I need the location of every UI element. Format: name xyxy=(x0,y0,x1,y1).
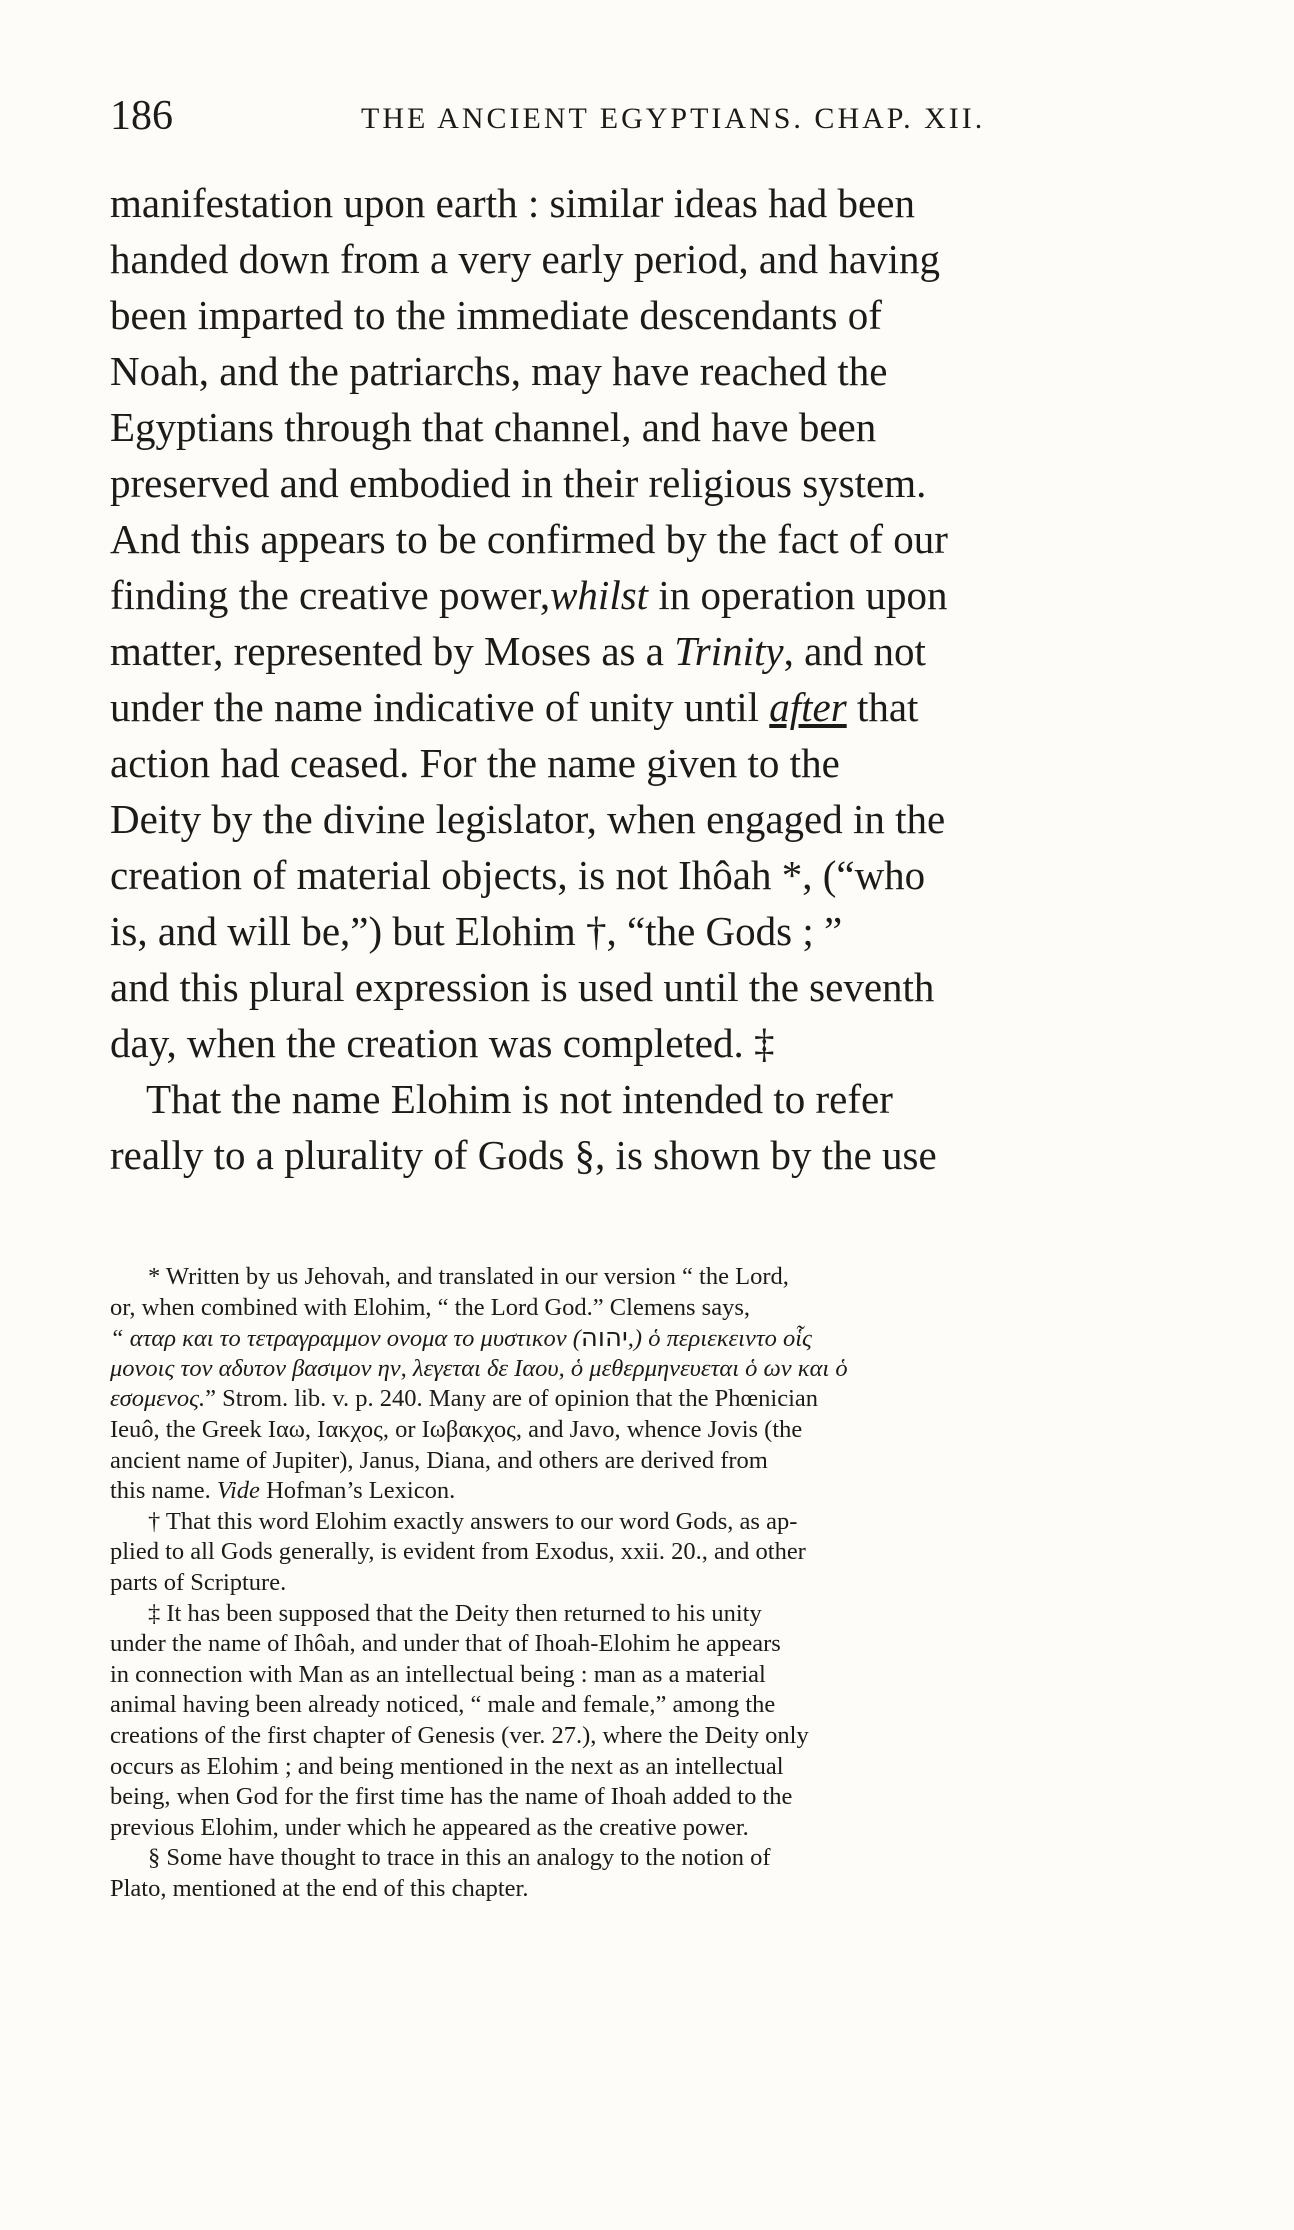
text-segment: Hofman’s Lexicon. xyxy=(259,1477,456,1505)
text-line xyxy=(110,679,1175,735)
text-segment: that xyxy=(846,684,919,730)
footnote-line: plied to all Gods generally, is evident from Exodus, xxii. 20., and other xyxy=(110,1538,806,1566)
text-line xyxy=(110,567,1175,623)
text-segment: this name. xyxy=(110,1477,217,1505)
page-header xyxy=(110,92,1165,152)
text-line: Egyptians through that channel, and have been xyxy=(110,404,877,450)
footnote-line: ancient name of Jupiter), Janus, Diana, and others are derived from xyxy=(110,1446,768,1474)
page-number: 186 xyxy=(110,93,173,139)
italic-word-after: after xyxy=(769,684,847,730)
text-line: preserved and embodied in their religious system. xyxy=(110,460,927,506)
footnote-line: occurs as Elohim ; and being mentioned in the next as an intellectual xyxy=(110,1752,784,1780)
text-line: been imparted to the immediate descendants of xyxy=(110,292,882,338)
greek-text: εσομενος. xyxy=(110,1385,206,1413)
text-segment: , and not xyxy=(783,628,926,674)
text-segment: matter, represented by Moses as a xyxy=(110,628,675,674)
greek-text: “ αταρ και το τετραγραμμον ονομα το μυστικον ( xyxy=(110,1325,581,1353)
footnote-line: * Written by us Jehovah, and translated in our version “ the Lord, xyxy=(148,1263,789,1290)
text-line: day, when the creation was completed. ‡ xyxy=(110,1020,775,1066)
text-line: is, and will be,”) but Elohim †, “the Gods ; ” xyxy=(110,908,843,954)
text-line: really to a plurality of Gods §, is shown by the use xyxy=(110,1132,937,1178)
footnote-line: or, when combined with Elohim, “ the Lord God.” Clemens says, xyxy=(110,1293,750,1321)
footnote-line: animal having been already noticed, “ male and female,” among the xyxy=(110,1691,776,1719)
hebrew-tetragrammaton: יהוה xyxy=(580,1323,628,1354)
footnote-line: Ieuô, the Greek Ιαω, Ιακχος, or Ιωβακχος, and Javo, whence Jovis (the xyxy=(110,1415,803,1443)
text-line: handed down from a very early period, and having xyxy=(110,236,940,282)
footnote-line: § Some have thought to trace in this an analogy to the notion of xyxy=(148,1844,771,1872)
footnote-line: ‡ It has been supposed that the Deity then returned to his unity xyxy=(148,1599,762,1627)
footnote-line: μονοις τον αδυτον βασιμον ην, λεγεται δε Ιαου, ὁ μεθερμηνευεται ὁ ων και ὁ xyxy=(110,1354,848,1382)
footnote-line xyxy=(110,1476,1175,1507)
footnote-line: Plato, mentioned at the end of this chapter. xyxy=(110,1874,529,1902)
text-line: Deity by the divine legislator, when engaged in the xyxy=(110,796,946,842)
running-title: THE ANCIENT EGYPTIANS. CHAP. XII. xyxy=(361,102,986,135)
text-segment: ” Strom. lib. v. p. 240. Many are of opinion that the Phœnician xyxy=(205,1385,818,1413)
text-line: Noah, and the patriarchs, may have reached the xyxy=(110,348,888,394)
main-text xyxy=(110,175,1175,1183)
text-line xyxy=(110,623,1175,679)
text-line: action had ceased. For the name given to the xyxy=(110,740,840,786)
text-segment: under the name indicative of unity until xyxy=(110,684,770,730)
footnote-line: in connection with Man as an intellectual being : man as a material xyxy=(110,1660,766,1688)
text-segment: in operation upon xyxy=(648,572,948,618)
footnotes xyxy=(110,1262,1175,1904)
italic-word-whilst: whilst xyxy=(550,572,649,618)
footnote-line: being, when God for the first time has the name of Ihoah added to the xyxy=(110,1783,793,1811)
footnote-line: under the name of Ihôah, and under that of Ihoah-Elohim he appears xyxy=(110,1630,781,1658)
text-line: and this plural expression is used until the seventh xyxy=(110,964,935,1010)
text-line: That the name Elohim is not intended to refer xyxy=(146,1076,893,1122)
footnote-line: creations of the first chapter of Genesis (ver. 27.), where the Deity only xyxy=(110,1721,809,1749)
text-line: manifestation upon earth : similar ideas had been xyxy=(110,180,915,226)
italic-word-vide: Vide xyxy=(216,1477,260,1505)
text-line: creation of material objects, is not Ihôah *, (“who xyxy=(110,852,926,898)
footnote-line xyxy=(110,1384,1175,1415)
footnote-line: † That this word Elohim exactly answers to our word Gods, as ap- xyxy=(148,1507,798,1535)
text-line: And this appears to be confirmed by the fact of our xyxy=(110,516,948,562)
footnote-line xyxy=(110,1323,1175,1354)
footnote-line: parts of Scripture. xyxy=(110,1568,287,1596)
footnote-line: previous Elohim, under which he appeared as the creative power. xyxy=(110,1813,749,1841)
text-segment: finding the creative power, xyxy=(110,572,551,618)
italic-word-trinity: Trinity xyxy=(674,628,784,674)
greek-text: ,) ὁ περιεκειντο οἷς xyxy=(627,1325,812,1353)
